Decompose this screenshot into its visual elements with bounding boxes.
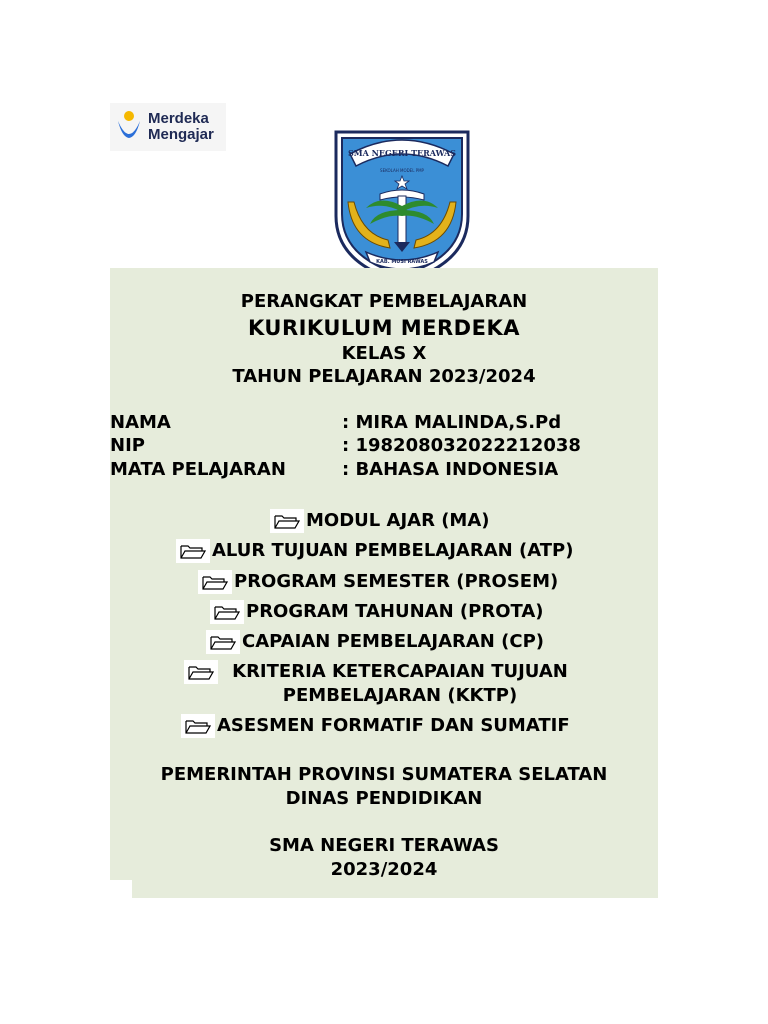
- doc-item-atp: [176, 539, 573, 563]
- doc-item-label: ASESMEN FORMATIF DAN SUMATIF: [217, 715, 570, 736]
- doc-item-cp: [206, 630, 544, 654]
- folder-open-icon: [184, 660, 218, 684]
- doc-item-prota: [210, 600, 544, 624]
- footer-line-2: DINAS PENDIDIKAN: [285, 788, 483, 809]
- panel-corner-notch: [110, 880, 132, 900]
- footer-line-1: PEMERINTAH PROVINSI SUMATERA SELATAN: [160, 764, 608, 785]
- folder-open-icon: [206, 630, 240, 654]
- doc-item-label-line-2: PEMBELAJARAN (KKTP): [282, 685, 518, 706]
- title-line-1: PERANGKAT PEMBELAJARAN: [240, 291, 528, 312]
- doc-item-asesmen: [181, 714, 570, 738]
- merdeka-mengajar-logo: [110, 103, 226, 151]
- doc-item-label: PROGRAM TAHUNAN (PROTA): [246, 601, 544, 622]
- title-line-4: TAHUN PELAJARAN 2023/2024: [232, 366, 536, 387]
- info-value: : 198208032022212038: [342, 435, 581, 456]
- folder-open-icon: [210, 600, 244, 624]
- title-line-2: KURIKULUM MERDEKA: [247, 316, 520, 340]
- title-line-3: KELAS X: [341, 343, 427, 364]
- seal-top-text: SMA NEGERI TERAWAS: [347, 148, 457, 158]
- info-label: MATA PELAJARAN: [110, 459, 286, 480]
- doc-item-modul-ajar: [270, 509, 490, 533]
- merdeka-logo-icon: [114, 107, 144, 147]
- logo-line-1: Merdeka: [148, 110, 209, 127]
- info-label: NAMA: [110, 412, 171, 433]
- folder-open-icon: [181, 714, 215, 738]
- folder-open-icon: [270, 509, 304, 533]
- seal-ribbon-text: KAB. MUSI RAWAS: [376, 259, 428, 265]
- doc-item-kktp: [184, 660, 580, 708]
- doc-item-label: CAPAIAN PEMBELAJARAN (CP): [242, 631, 544, 652]
- doc-item-label-line-1: KRITERIA KETERCAPAIAN TUJUAN: [232, 661, 568, 682]
- info-label: NIP: [110, 435, 145, 456]
- doc-item-label: PROGRAM SEMESTER (PROSEM): [234, 571, 559, 592]
- folder-open-icon: [176, 539, 210, 563]
- doc-item-prosem: [198, 570, 558, 594]
- doc-item-label: [220, 660, 580, 708]
- logo-line-2: Mengajar: [148, 126, 214, 143]
- info-value: : MIRA MALINDA,S.Pd: [342, 412, 562, 433]
- doc-item-label: MODUL AJAR (MA): [306, 510, 490, 531]
- footer-line-3: SMA NEGERI TERAWAS: [269, 835, 499, 856]
- folder-open-icon: [198, 570, 232, 594]
- doc-item-label: ALUR TUJUAN PEMBELAJARAN (ATP): [212, 540, 574, 561]
- school-seal-emblem: [330, 124, 474, 284]
- footer-line-4: 2023/2024: [330, 859, 438, 880]
- info-value: : BAHASA INDONESIA: [342, 459, 559, 480]
- seal-sub-text: SEKOLAH MODEL PMP: [380, 168, 424, 173]
